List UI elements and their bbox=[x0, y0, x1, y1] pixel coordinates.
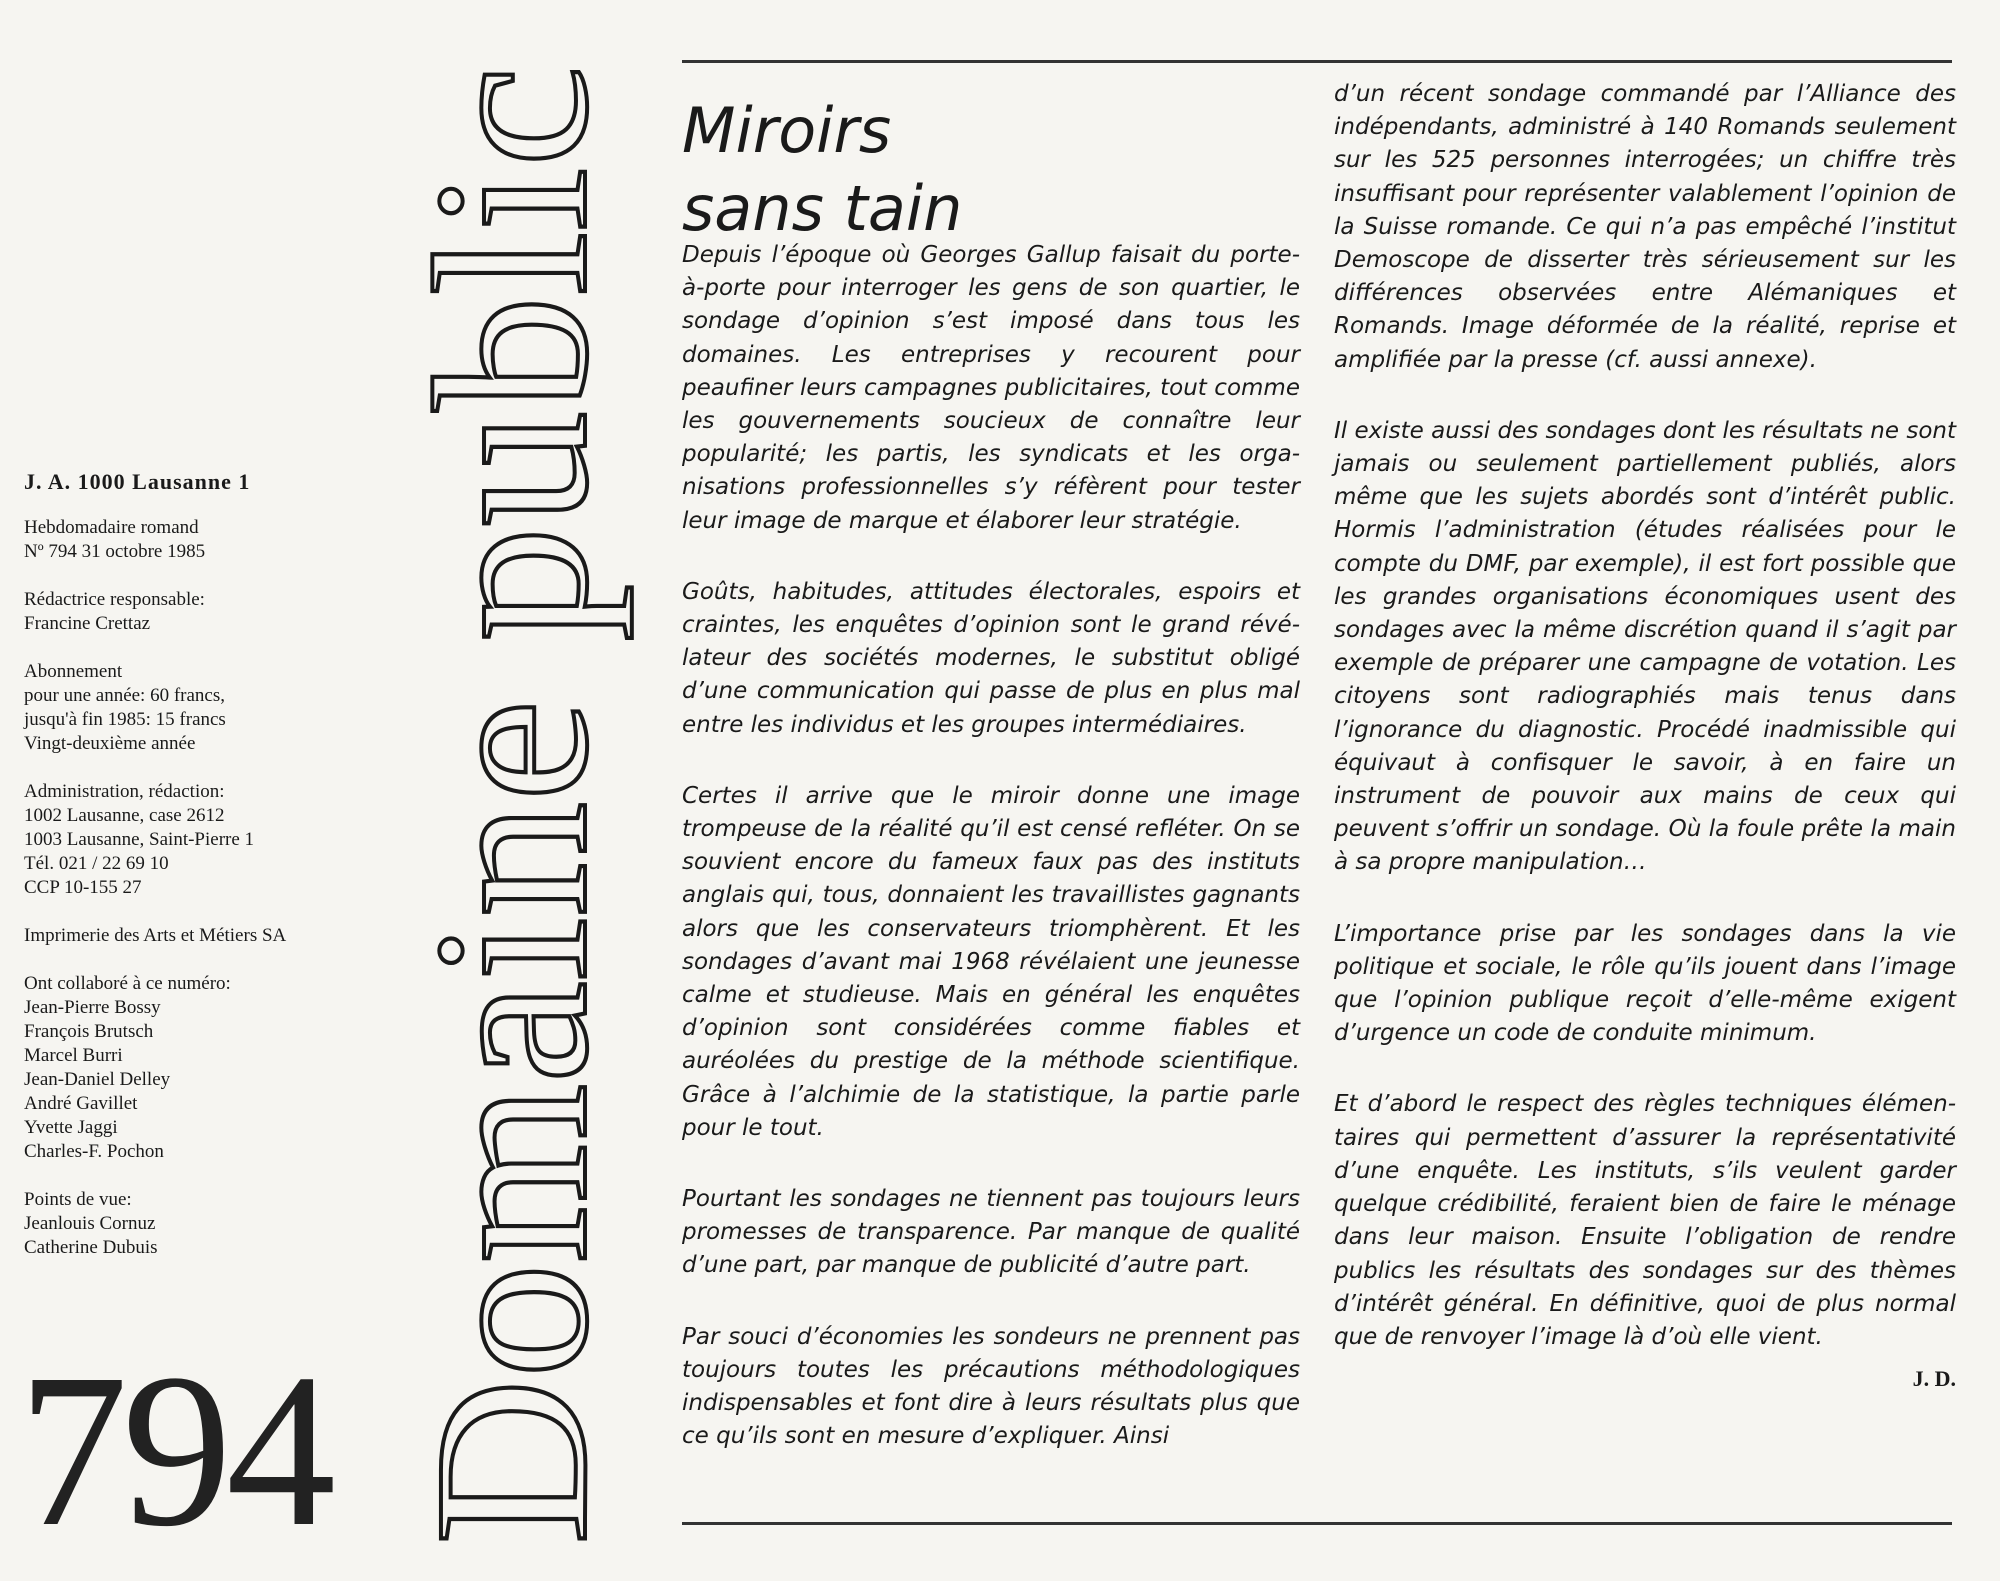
article-column-2 bbox=[1334, 78, 1956, 1395]
colophon-block-administration bbox=[24, 780, 384, 900]
colophon-line: 1002 Lausanne, case 2612 bbox=[24, 805, 225, 826]
article-paragraph: Il existe aussi des sondages dont les résultats ne sont jamais ou seulement partiellement publiés, alors même que les sujets abordés sont d’intérêt public. Hormis l’administration (études réalisées pour le compte du DMF, par exemple), il est fort possible que les grandes organisations économiques usent des sondages avec la même discrétion quand il s’agit par exemple de préparer une campagne de votation. Les citoyens sont radiographiés mais tenus dans l’ignorance du diagnostic. Procédé inadmissible qui équivaut à confisquer le savoir, à en faire un instrument de pouvoir aux mains de ceux qui peuvent s’offrir un sondage. Où la foule prête la main à sa propre manipulation… bbox=[1334, 417, 1956, 876]
colophon-line: jusqu'à fin 1985: 15 francs bbox=[24, 709, 226, 730]
postal-address-header: J. A. 1000 Lausanne 1 bbox=[24, 469, 251, 494]
colophon-line: Tél. 021 / 22 69 10 bbox=[24, 853, 169, 874]
article-column-1 bbox=[682, 239, 1300, 1492]
article-title-line2: sans tain bbox=[682, 172, 963, 245]
colophon-line: Abonnement bbox=[24, 661, 123, 682]
article-paragraph: Goûts, habitudes, attitudes électorales, espoirs et craintes, les enquêtes d’opinion sont le grand révélateur des sociétés modernes, le substitut obligé d’une communication qui passe de plus en plus mal entre les individus et les groupes intermédiaires. bbox=[682, 578, 1300, 738]
colophon-line: Ont collaboré à ce numéro: bbox=[24, 973, 231, 994]
colophon-block-editor bbox=[24, 588, 384, 636]
colophon-line: pour une année: 60 francs, bbox=[24, 685, 226, 706]
colophon-line: Administration, rédaction: bbox=[24, 781, 225, 802]
colophon-line: Catherine Dubuis bbox=[24, 1237, 158, 1258]
article-paragraph: Certes il arrive que le miroir donne une image trompeuse de la réalité qu’il est censé refléter. On se souvient encore du fameux faux pas des instituts anglais qui, tous, donnaient les travaillistes gagnants alors que les conservateurs triomphèrent. Et les sondages d’avant mai 1968 révélaient une jeunesse calme et studieuse. Mais en général les enquêtes d’opinion sont considérées comme fiables et auréolées du prestige de la méthode scientifique. Grâce à l’alchimie de la statistique, la partie parle pour le tout. bbox=[682, 782, 1300, 1141]
colophon-line: Imprimerie des Arts et Métiers SA bbox=[24, 925, 287, 946]
colophon-line: François Brutsch bbox=[24, 1021, 154, 1042]
colophon-line: Hebdomadaire romand bbox=[24, 517, 199, 538]
masthead-title-text: Domaine public bbox=[389, 133, 633, 1545]
colophon-line: Jeanlouis Cornuz bbox=[24, 1213, 156, 1234]
colophon-block-subscription bbox=[24, 660, 384, 756]
colophon bbox=[24, 470, 384, 1284]
article-paragraph: L’importance prise par les sondages dans la vie politique et sociale, le rôle qu’ils jouent dans l’image que l’opinion publique reçoit d’elle-même exigent d’urgence un code de conduite minimum. bbox=[1334, 920, 1956, 1047]
article-paragraph: Depuis l’époque où Georges Gallup faisait du porte-à-porte pour interroger les gens de son quartier, le sondage d’opinion s’est imposé dans tous les domaines. Les entreprises y recourent pour peaufiner leurs campagnes publicitaires, tout comme les gouvernements soucieux de connaître leur popularité; les partis, les syndicats et les organisations professionnelles s’y réfèrent pour tester leur image de marque et élaborer leur stratégie. bbox=[682, 242, 1300, 534]
colophon-line: Vingt-deuxième année bbox=[24, 733, 196, 754]
colophon-block-printer bbox=[24, 924, 384, 948]
colophon-line: CCP 10-155 27 bbox=[24, 877, 142, 898]
colophon-block-contributors bbox=[24, 972, 384, 1164]
issue-number: 794 bbox=[18, 1328, 330, 1572]
top-rule bbox=[682, 60, 1952, 63]
colophon-line: 1003 Lausanne, Saint-Pierre 1 bbox=[24, 829, 255, 850]
colophon-line: André Gavillet bbox=[24, 1093, 138, 1114]
colophon-line: Francine Crettaz bbox=[24, 613, 151, 634]
article-paragraph: Et d’abord le respect des règles techniques élémentaires qui permettent d’assurer la représentativité d’une enquête. Les instituts, s’ils veulent garder quelque crédibilité, feraient bien de faire le ménage dans leur maison. Ensuite l’obligation de rendre publics les résultats des sondages sur des thèmes d’intérêt général. En définitive, quoi de plus normal que de renvoyer l’image là d’où elle vient. bbox=[1334, 1091, 1956, 1350]
colophon-line: Marcel Burri bbox=[24, 1045, 123, 1066]
masthead-title bbox=[389, 65, 633, 1545]
colophon-line: Points de vue: bbox=[24, 1189, 132, 1210]
colophon-line: Charles-F. Pochon bbox=[24, 1141, 164, 1162]
colophon-line: Nº 794 31 octobre 1985 bbox=[24, 541, 206, 562]
article-paragraph: Pourtant les sondages ne tiennent pas toujours leurs promesses de transparence. Par manque de qualité d’une part, par manque de publicité d’autre part. bbox=[682, 1186, 1300, 1279]
colophon-line: Yvette Jaggi bbox=[24, 1117, 118, 1138]
colophon-line: Jean-Pierre Bossy bbox=[24, 997, 161, 1018]
colophon-block-viewpoints bbox=[24, 1188, 384, 1260]
article-paragraph: Par souci d’économies les sondeurs ne prennent pas toujours toutes les précautions méthodologiques indispensables et font dire à leurs résultats plus que ce qu’ils sont en mesure d’expliquer. Ainsi bbox=[682, 1323, 1300, 1450]
article-title bbox=[682, 92, 962, 248]
bottom-rule bbox=[682, 1522, 1952, 1525]
colophon-line: Rédactrice responsable: bbox=[24, 589, 205, 610]
article-paragraph: d’un récent sondage commandé par l’Alliance des indépendants, administré à 140 Romands seulement sur les 525 personnes interrogées; un chiffre très insuffisant pour représenter valablement l’opinion de la Suisse romande. Ce qui n’a pas empêché l’institut Demoscope de disserter très sérieusement sur les différences observées entre Alémaniques et Romands. Image déformée de la réalité, reprise et amplifiée par la presse (cf. aussi annexe). bbox=[1334, 81, 1956, 373]
article-title-line1: Miroirs bbox=[682, 94, 892, 167]
author-signature: J. D. bbox=[1912, 1366, 1956, 1392]
colophon-line: Jean-Daniel Delley bbox=[24, 1069, 171, 1090]
colophon-block-edition bbox=[24, 516, 384, 564]
